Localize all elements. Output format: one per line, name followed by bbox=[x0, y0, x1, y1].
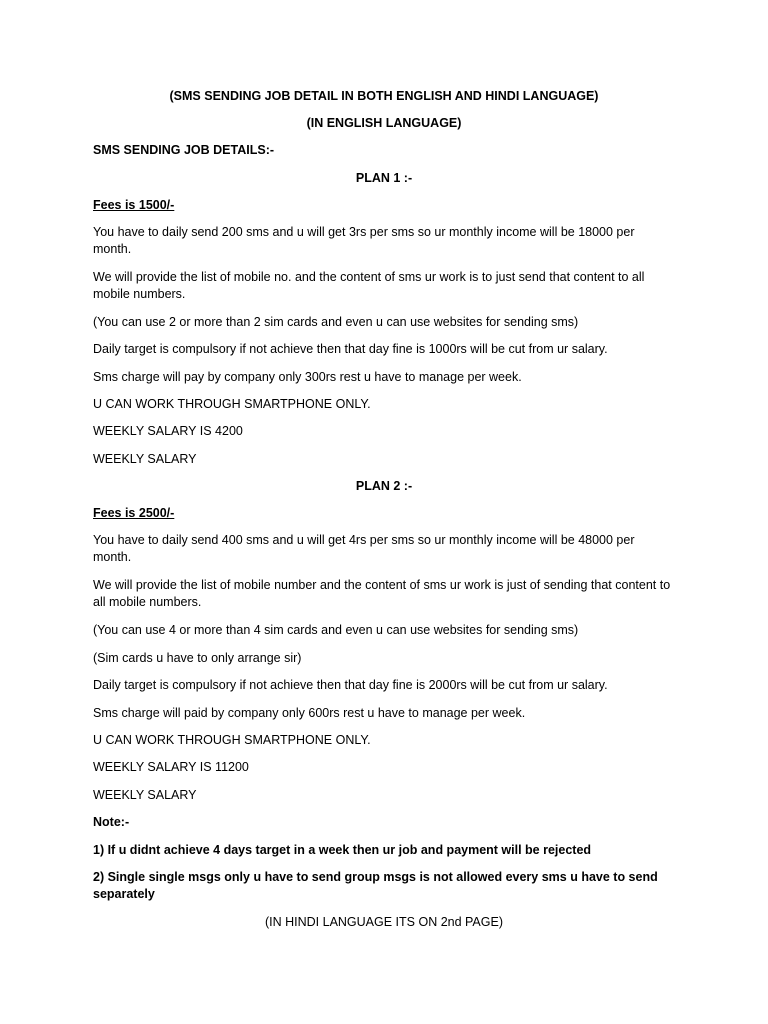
plan1-line: You have to daily send 200 sms and u will get 3rs per sms so ur monthly income will be 18000 per month. bbox=[93, 225, 635, 256]
plan2-line: WEEKLY SALARY IS 11200 bbox=[93, 760, 249, 774]
plan2-line: WEEKLY SALARY bbox=[93, 788, 197, 802]
note-heading: Note:- bbox=[93, 815, 130, 829]
document-title: (SMS SENDING JOB DETAIL IN BOTH ENGLISH AND HINDI LANGUAGE) bbox=[169, 89, 599, 103]
plan1-line: Daily target is compulsory if not achieve then that day fine is 1000rs will be cut from ur salary. bbox=[93, 342, 608, 356]
plan2-line: Daily target is compulsory if not achieve then that day fine is 2000rs will be cut from ur salary. bbox=[93, 678, 608, 692]
plan2-line: (Sim cards u have to only arrange sir) bbox=[93, 651, 302, 665]
plan2-line: We will provide the list of mobile number and the content of sms ur work is just of sending that content to all mobile numbers. bbox=[93, 578, 671, 609]
plan1-line: Sms charge will pay by company only 300rs rest u have to manage per week. bbox=[93, 370, 522, 384]
plan2-line: Sms charge will paid by company only 600rs rest u have to manage per week. bbox=[93, 706, 526, 720]
plan1-line: WEEKLY SALARY IS 4200 bbox=[93, 424, 243, 438]
plan1-line: We will provide the list of mobile no. and the content of sms ur work is to just send that content to all mobile numbers. bbox=[93, 270, 645, 301]
note-item: 2) Single single msgs only u have to send group msgs is not allowed every sms u have to send separately bbox=[93, 870, 658, 901]
note-item: 1) If u didnt achieve 4 days target in a week then ur job and payment will be rejected bbox=[93, 843, 592, 857]
plan2-line: U CAN WORK THROUGH SMARTPHONE ONLY. bbox=[93, 733, 371, 747]
plan2-line: You have to daily send 400 sms and u will get 4rs per sms so ur monthly income will be 48000 per month. bbox=[93, 533, 635, 564]
section-heading: SMS SENDING JOB DETAILS:- bbox=[93, 143, 275, 157]
plan2-fees: Fees is 2500/- bbox=[93, 506, 175, 520]
plan2-line: (You can use 4 or more than 4 sim cards and even u can use websites for sending sms) bbox=[93, 623, 579, 637]
plan1-line: WEEKLY SALARY bbox=[93, 452, 197, 466]
plan2-heading: PLAN 2 :- bbox=[355, 479, 413, 493]
document-subtitle: (IN ENGLISH LANGUAGE) bbox=[306, 116, 462, 130]
footer-note: (IN HINDI LANGUAGE ITS ON 2nd PAGE) bbox=[264, 915, 503, 929]
plan1-heading: PLAN 1 :- bbox=[355, 171, 413, 185]
plan1-fees: Fees is 1500/- bbox=[93, 198, 175, 212]
plan1-line: U CAN WORK THROUGH SMARTPHONE ONLY. bbox=[93, 397, 371, 411]
plan1-line: (You can use 2 or more than 2 sim cards and even u can use websites for sending sms) bbox=[93, 315, 579, 329]
